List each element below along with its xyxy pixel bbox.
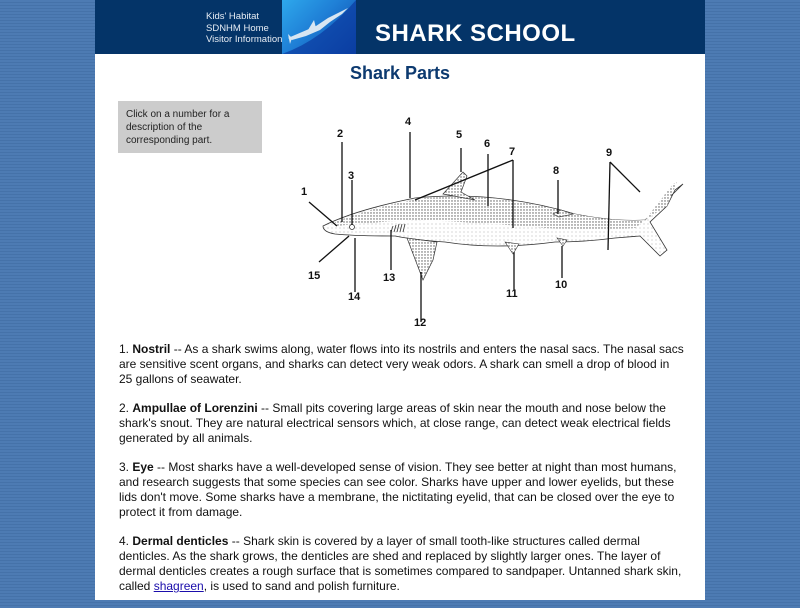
page-container [95, 0, 705, 600]
part-link-10[interactable]: 10 [555, 279, 568, 291]
part-link-4[interactable]: 4 [405, 116, 412, 128]
part-link-7[interactable]: 7 [509, 146, 516, 158]
part-number: 2. [119, 401, 130, 415]
page-title: Shark Parts [349, 63, 451, 83]
part-number: 4. [119, 534, 130, 548]
part-text: Shark skin is covered by a layer of small tooth-like structures called dermal denticles. As the shark grows, the denticles are shed and replaced by slightly larger ones. The layer of dermal denticles creates a rough surface that is sometimes compared to sandpaper. Untanned shark skin, called [119, 534, 682, 593]
part-text: Small pits covering large areas of skin near the mouth and nose below the shark's snout. They are natural electrical sensors which, at close range, can detect weak electrical fields generated by all animals. [119, 401, 671, 445]
part-name: Nostril [132, 342, 171, 356]
part-link-9[interactable]: 9 [606, 147, 613, 159]
part-name: Ampullae of Lorenzini [132, 401, 258, 415]
part-description-1 [119, 342, 684, 387]
part-text: As a shark swims along, water flows into its nostrils and enters the nasal sacs. The nasal sacs are sensitive scent organs, and sharks can detect very weak odors. A shark can smell a drop of blood in 25 gallons of seawater. [119, 342, 684, 386]
part-link-11[interactable]: 11 [506, 288, 518, 300]
part-link-12[interactable]: 12 [414, 317, 427, 329]
shark-diagram [295, 110, 695, 340]
parts-descriptions [119, 342, 684, 608]
part-link-1[interactable]: 1 [301, 186, 308, 198]
part-description-2 [119, 401, 684, 446]
part-link-14[interactable]: 14 [348, 291, 361, 303]
part-number: 3. [119, 460, 130, 474]
part-link-3[interactable]: 3 [348, 170, 355, 182]
nav-sdnhm-home[interactable]: SDNHM Home [206, 22, 269, 34]
part-link-2[interactable]: 2 [337, 128, 344, 140]
instruction-box: Click on a number for a description of the corresponding part. [118, 101, 262, 153]
site-header [95, 0, 705, 54]
part-link-6[interactable]: 6 [484, 138, 491, 150]
shagreen-link[interactable]: shagreen [153, 579, 204, 593]
hammerhead-logo-icon [282, 0, 356, 54]
site-title: SHARK SCHOOL [375, 20, 576, 47]
nav-visitor-information[interactable]: Visitor Information [206, 34, 283, 45]
part-link-5[interactable]: 5 [456, 129, 463, 141]
part-link-13[interactable]: 13 [383, 272, 396, 284]
nav-kids-habitat[interactable]: Kids' Habitat [206, 11, 260, 22]
part-text: Most sharks have a well-developed sense of vision. They see better at night than most humans, and research suggests that some species can see color. Sharks have upper and lower eyelids, but these lids don't move. Some sharks have a membrane, the nictitating eyelid, that can be closed over the eye to protect it from damage. [119, 460, 677, 519]
separator: -- [257, 401, 273, 415]
header-nav [206, 11, 282, 46]
part-number: 1. [119, 342, 130, 356]
part-link-8[interactable]: 8 [553, 165, 560, 177]
part-name: Eye [132, 460, 154, 474]
part-name: Dermal denticles [132, 534, 229, 548]
part-description-4 [119, 534, 684, 594]
separator: -- [170, 342, 185, 356]
separator: -- [228, 534, 244, 548]
part-text-after: , is used to sand and polish furniture. [203, 579, 400, 593]
shark-illustration-icon [295, 110, 695, 340]
part-link-15[interactable]: 15 [308, 270, 321, 282]
separator: -- [153, 460, 169, 474]
part-description-3 [119, 460, 684, 520]
